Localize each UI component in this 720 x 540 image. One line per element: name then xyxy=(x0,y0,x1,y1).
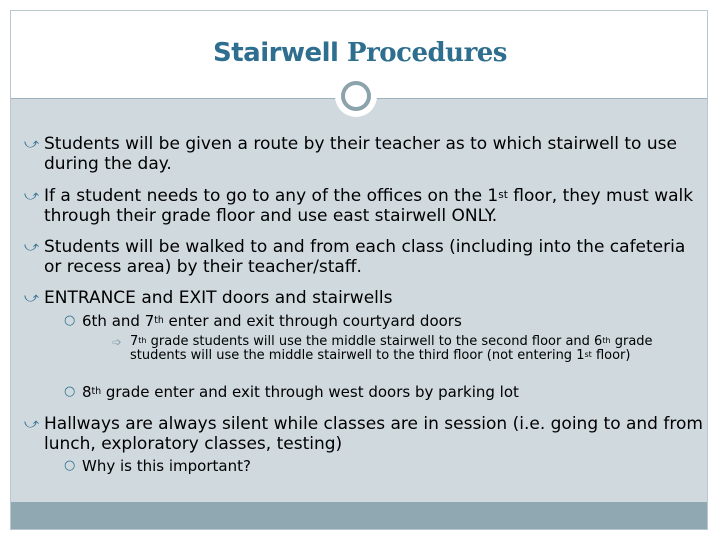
divider-ring-icon xyxy=(341,81,371,111)
sub-bullet-6th-7th-text-b: enter and exit through courtyard doors xyxy=(163,312,462,330)
sub-sub-sup-2: th xyxy=(602,335,611,345)
bullet-hallways-text: Hallways are always silent while classes are in session (i.e. going to and from lunch, exploratory classes, testing) xyxy=(44,414,703,454)
bullet-swoosh-icon: ⤻ xyxy=(24,136,39,152)
sub-bullet-8th-text-b: grade enter and exit through west doors by parking lot xyxy=(101,383,519,401)
bullet-offices-text-b: floor, they must walk through their grade floor and use east stairwell ONLY. xyxy=(44,186,694,226)
title-word-1: Stairwell xyxy=(213,38,339,68)
sub-bullet-6th-7th-sup: th xyxy=(154,315,164,327)
sub-bullet-8th-sup: th xyxy=(91,386,102,398)
bullet-arrow-icon: ➩ xyxy=(112,335,123,349)
sub-sub-sup-3: st xyxy=(584,349,592,359)
bullet-swoosh-icon: ⤻ xyxy=(24,188,39,204)
sub-bullet-8th-text-a: 8 xyxy=(82,383,92,401)
sub-sub-sup-1: th xyxy=(138,335,147,345)
bullet-offices-text-a: If a student needs to go to any of the offices on the 1 xyxy=(44,186,499,206)
bullet-swoosh-icon: ⤻ xyxy=(24,239,39,255)
sub-bullet-6th-7th-text-a: 6th and 7 xyxy=(82,312,155,330)
bullet-route-text: Students will be given a route by their teacher as to which stairwell to use during the day. xyxy=(44,134,677,174)
sub-sub-text-b: grade students will use the middle stairwell to the second floor and 6 xyxy=(146,334,603,349)
bullet-entrance-text: ENTRANCE and EXIT doors and stairwells xyxy=(44,288,393,308)
bullet-swoosh-icon: ⤻ xyxy=(24,290,39,306)
bullet-walked-text: Students will be walked to and from each class (including into the cafeteria or recess area) by their teacher/staff. xyxy=(44,237,686,277)
bullet-ring-icon: ○ xyxy=(64,313,76,328)
sub-sub-text-d: floor) xyxy=(591,348,631,363)
title-word-2: Procedures xyxy=(347,38,507,68)
sub-sub-text-c: grade students will use the middle stairwell to the third floor (not entering 1 xyxy=(130,334,653,363)
sub-sub-text-a: 7 xyxy=(130,334,139,349)
bullet-ring-icon: ○ xyxy=(64,458,76,473)
sub-bullet-why-text: Why is this important? xyxy=(82,457,251,475)
bullet-offices-sup: st xyxy=(498,188,508,201)
bullet-swoosh-icon: ⤻ xyxy=(24,416,39,432)
bullet-ring-icon: ○ xyxy=(64,384,76,399)
